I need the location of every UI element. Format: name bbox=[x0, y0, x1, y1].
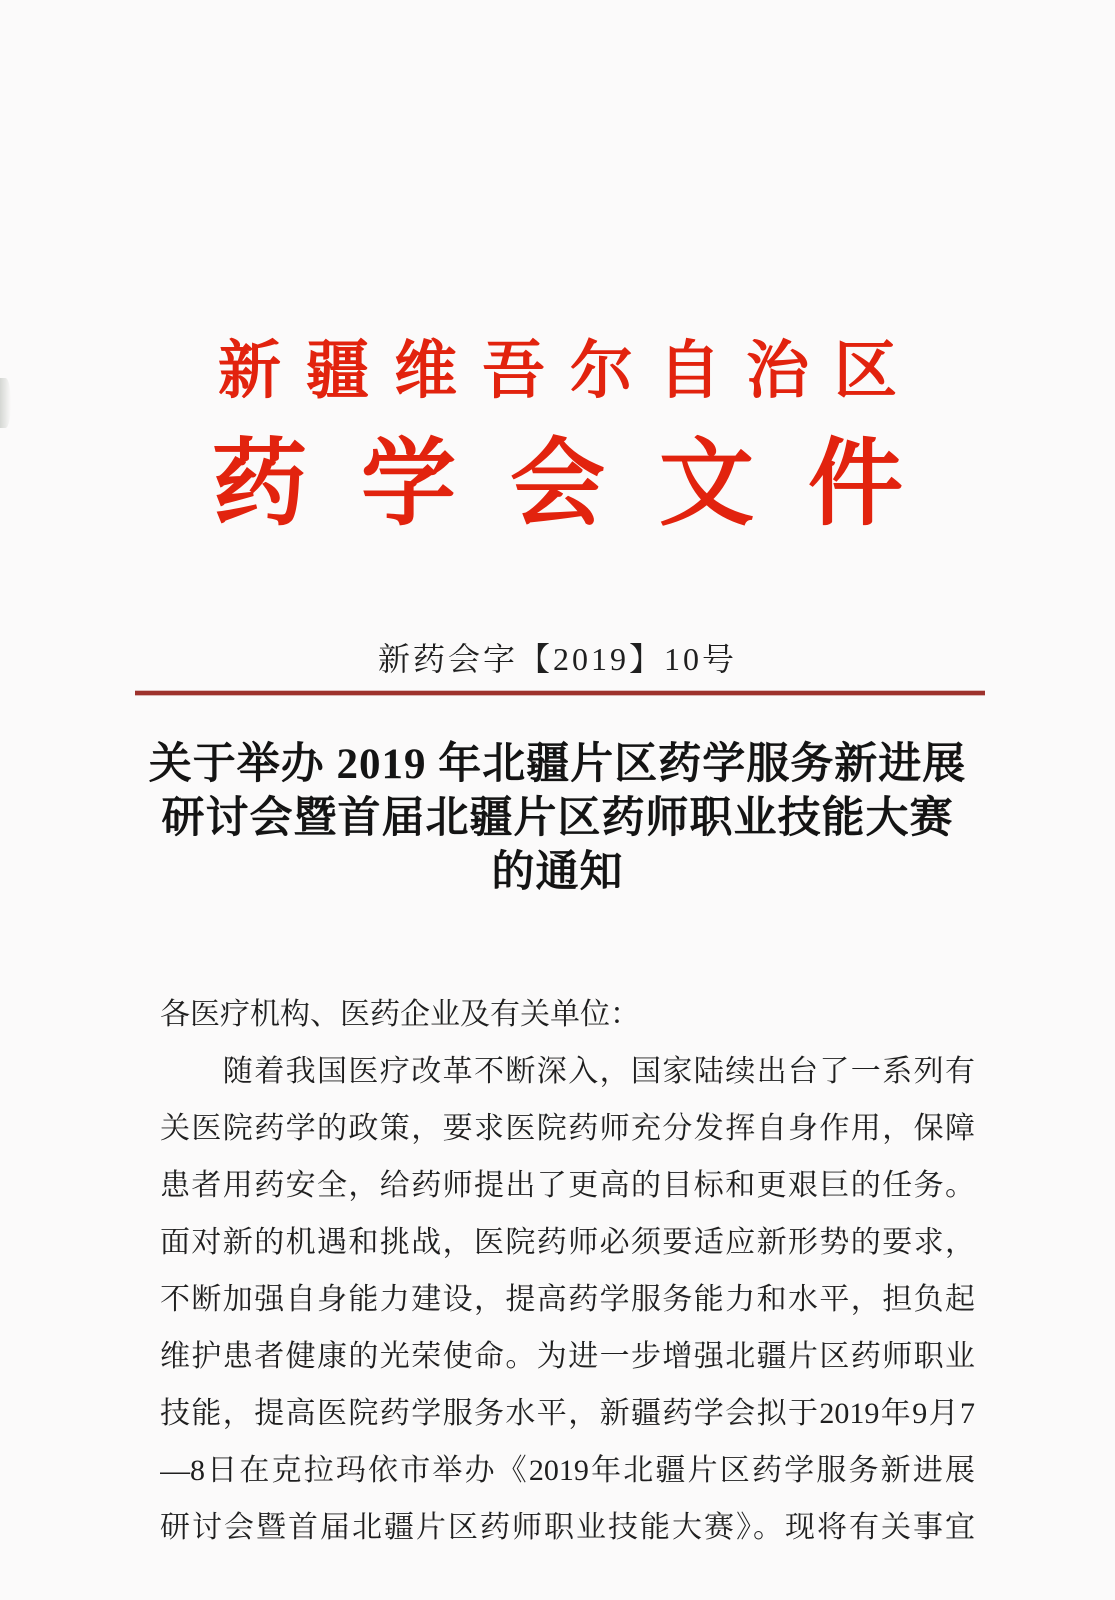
org-name-document-type: 药学会文件 bbox=[211, 431, 957, 537]
body-paragraph bbox=[160, 986, 975, 1556]
body-line: 随着我国医疗改革不断深入，国家陆续出台了一系列有 bbox=[160, 1055, 975, 1088]
notice-title bbox=[0, 738, 1115, 900]
red-divider-line bbox=[135, 691, 985, 695]
salutation: 各医疗机构、医药企业及有关单位： bbox=[160, 998, 640, 1031]
title-line-1: 关于举办 2019 年北疆片区药学服务新进展 bbox=[148, 741, 967, 788]
document-number: 新药会字【2019】10号 bbox=[377, 641, 737, 677]
body-line: 关医院药学的政策，要求医院药师充分发挥自身作用，保障 bbox=[160, 1112, 975, 1145]
title-line-3: 的通知 bbox=[491, 849, 624, 896]
org-name-region: 新疆维吾尔自治区 bbox=[218, 336, 922, 406]
body-line: —8日在克拉玛依市举办《2019年北疆片区药学服务新进展 bbox=[160, 1454, 975, 1487]
body-line: 技能，提高医院药学服务水平，新疆药学会拟于2019年9月7 bbox=[160, 1397, 975, 1430]
body-line: 面对新的机遇和挑战，医院药师必须要适应新形势的要求， bbox=[160, 1226, 975, 1259]
body-line: 维护患者健康的光荣使命。为进一步增强北疆片区药师职业 bbox=[160, 1340, 975, 1373]
body-line: 不断加强自身能力建设，提高药学服务能力和水平，担负起 bbox=[160, 1283, 975, 1316]
body-line: 研讨会暨首届北疆片区药师职业技能大赛》。现将有关事宜 bbox=[160, 1511, 975, 1544]
body-line: 患者用药安全，给药师提出了更高的目标和更艰巨的任务。 bbox=[160, 1169, 975, 1202]
title-line-2: 研讨会暨首届北疆片区药师职业技能大赛 bbox=[161, 795, 954, 842]
